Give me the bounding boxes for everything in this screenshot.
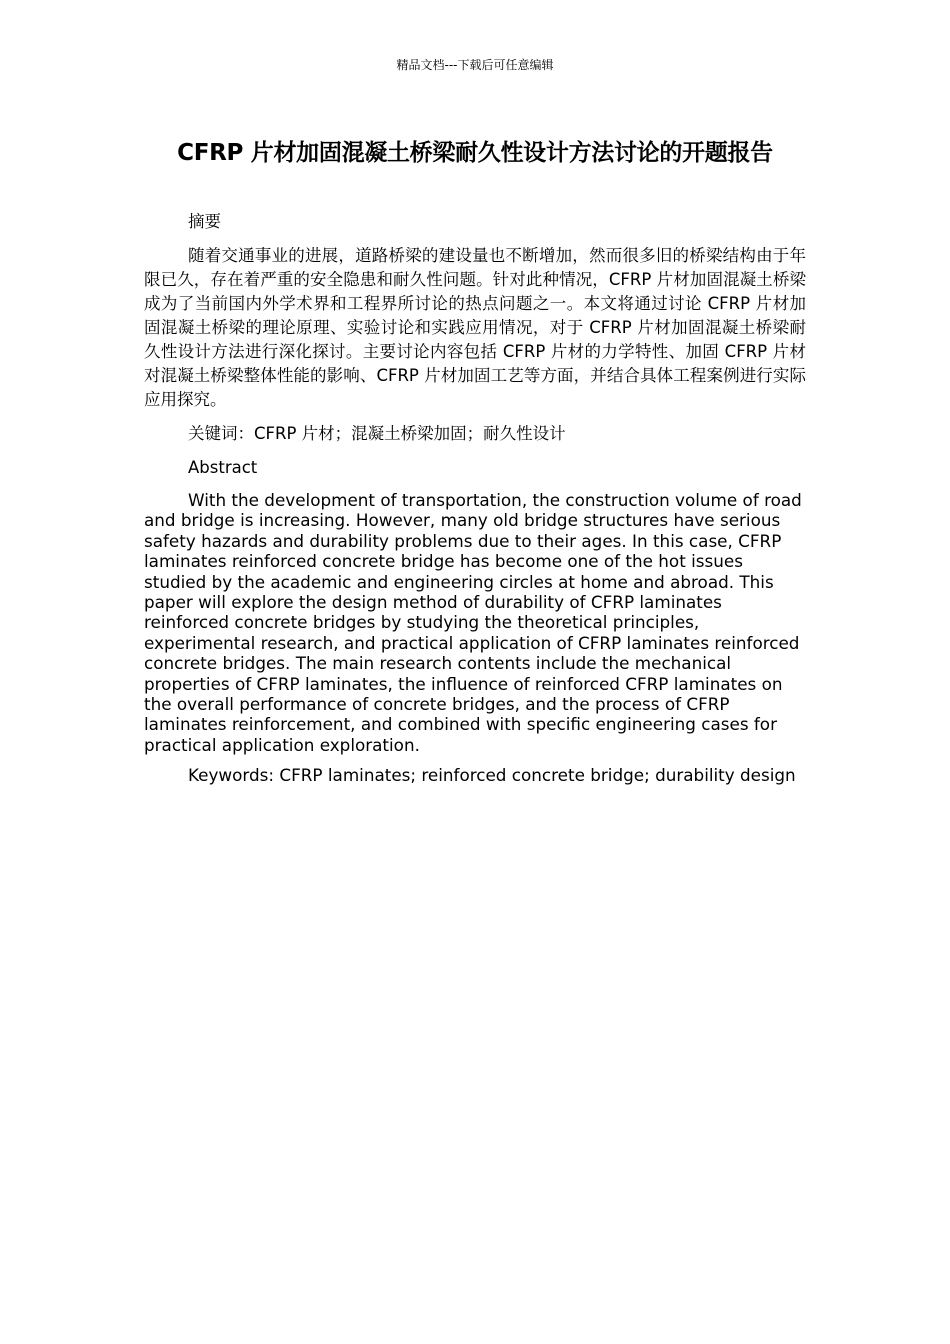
abstract-en-heading: Abstract (188, 458, 258, 477)
keywords-en: Keywords: CFRP laminates; reinforced concrete bridge; durability design (188, 765, 796, 786)
abstract-cn-heading: 摘要 (188, 212, 221, 231)
document-title: CFRP 片材加固混凝土桥梁耐久性设计方法讨论的开题报告 (177, 140, 773, 166)
abstract-en-body: With the development of transportation, the construction volume of road and bridge is increasing. However, many old bridge structures have serious safety hazards and durability problems due to their ages. In this case, CFRP laminates reinforced concrete bridge has become one of the hot issues studied by the academic and engineering circles at home and abroad. This paper will explore the design method of durability of CFRP laminates reinforced concrete bridges by studying the theoretical principles, experimental research, and practical application of CFRP laminates reinforced concrete bridges. The main research contents include the mechanical properties of CFRP laminates, the influence of reinforced CFRP laminates on the overall performance of concrete bridges, and the process of CFRP laminates reinforcement, and combined with specific engineering cases for practical application exploration. (144, 490, 802, 755)
header-note: 精品文档---下载后可任意编辑 (396, 58, 554, 72)
abstract-cn-body: 随着交通事业的进展，道路桥梁的建设量也不断增加，然而很多旧的桥梁结构由于年限已久，存在着严重的安全隐患和耐久性问题。针对此种情况，CFRP 片材加固混凝土桥梁成为了当前国内外学术界和工程界所讨论的热点问题之一。本文将通过讨论 CFRP 片材加固混凝土桥梁的理论原理、实验讨论和实践应用情况，对于 CFRP 片材加固混凝土桥梁耐久性设计方法进行深化探讨。主要讨论内容包括 CFRP 片材的力学特性、加固 CFRP 片材对混凝土桥梁整体性能的影响、CFRP 片材加固工艺等方面，并结合具体工程案例进行实际应用探究。 (144, 246, 806, 409)
document-body (144, 210, 806, 796)
keywords-cn: 关键词：CFRP 片材；混凝土桥梁加固；耐久性设计 (188, 424, 566, 443)
